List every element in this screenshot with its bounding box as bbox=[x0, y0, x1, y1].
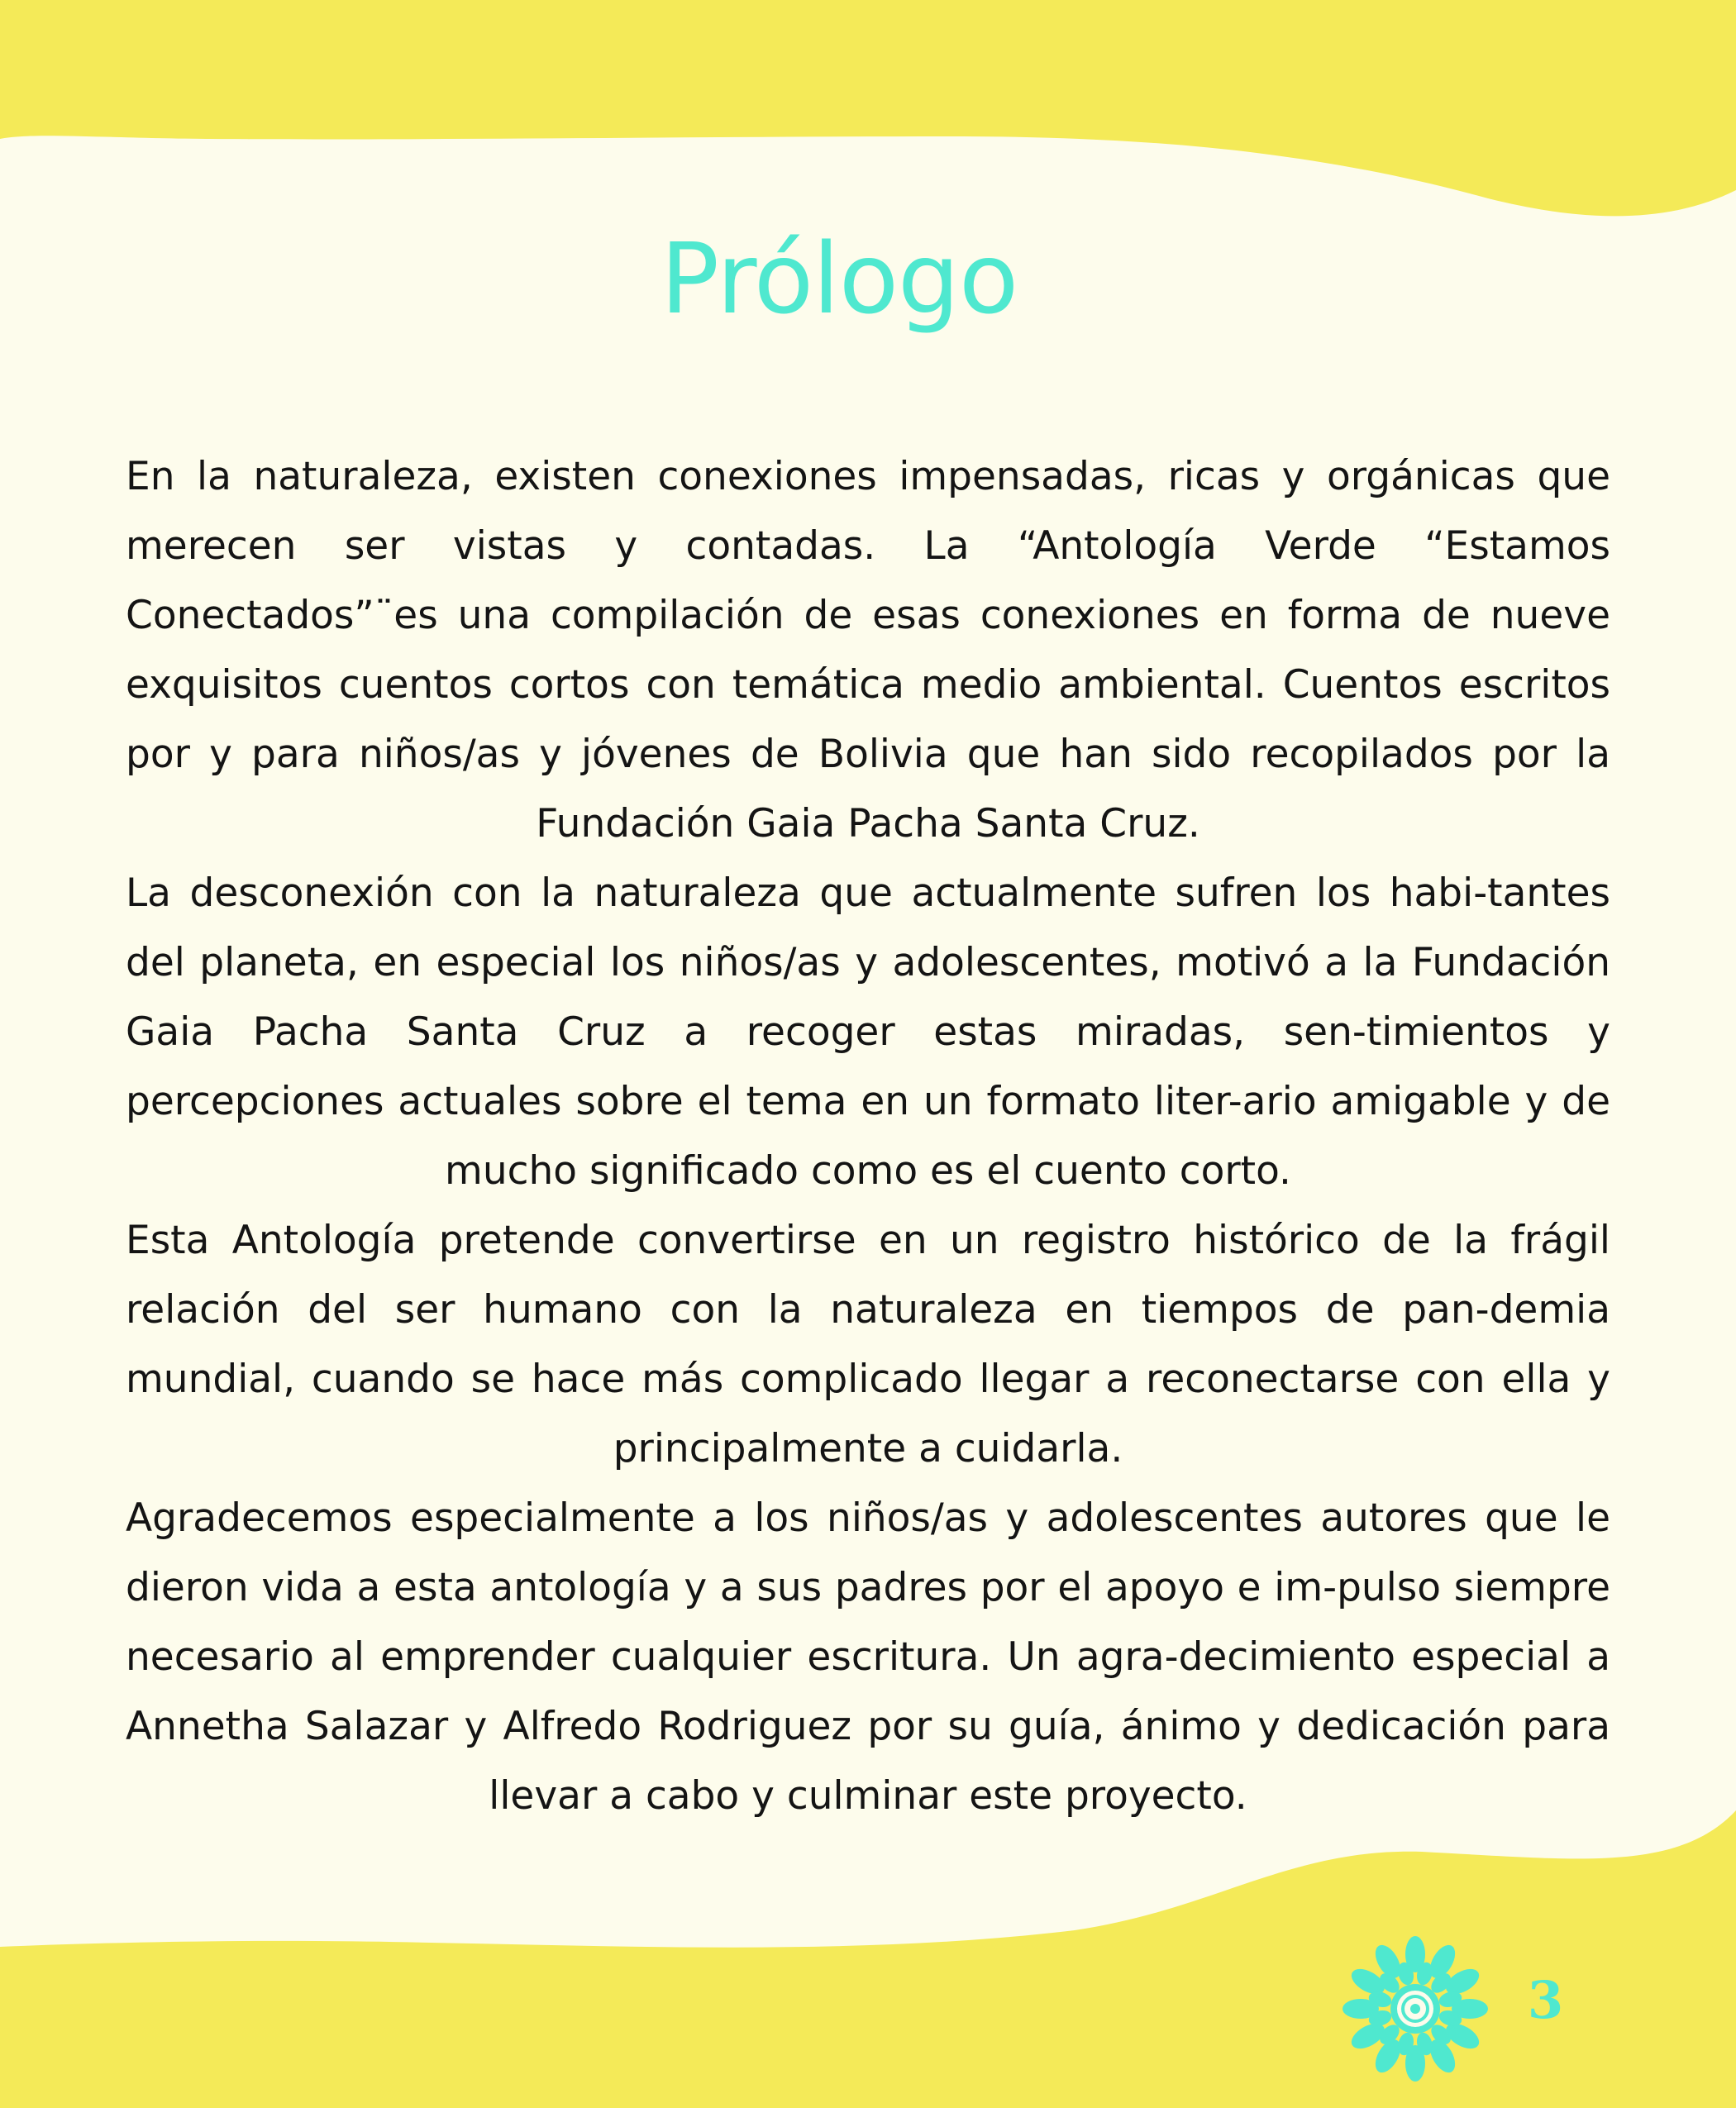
page-title: Prólogo bbox=[660, 222, 1018, 336]
prologue-body bbox=[126, 442, 1610, 1831]
paragraph: Esta Antología pretende convertirse en un registro histórico de la frágil relación del ser humano con la naturaleza en tiempos de pan-demia mundial, cuando se hace más complicado llegar a reconectarse con ella y principalmente a cuidarla. bbox=[126, 1218, 1610, 1471]
paragraph: En la naturaleza, existen conexiones impensadas, ricas y orgánicas que merecen ser vistas y contadas. La “Antología Verde “Estamos Conectados”¨es una compilación de esas conexiones en forma de nueve exquisitos cuentos cortos con temática medio ambiental. Cuentos escritos por y para niños/as y jóvenes de Bolivia que han sido recopilados por la Fundación Gaia Pacha Santa Cruz. bbox=[126, 454, 1610, 847]
page-number: 3 bbox=[1528, 1970, 1564, 2030]
paragraph: Agradecemos especialmente a los niños/as y adolescentes autores que le dieron vida a esta antología y a sus padres por el apoyo e im-pulso siempre necesario al emprender cualquier escritura. Un agra-decimiento especial a Annetha Salazar y Alfredo Rodriguez por su guía, ánimo y dedicación para llevar a cabo y culminar este proyecto. bbox=[126, 1495, 1610, 1819]
mandala-flower-icon bbox=[1341, 1934, 1490, 2083]
paragraph: La desconexión con la naturaleza que actualmente sufren los habi-tantes del planeta, en especial los niños/as y adolescentes, motivó a la Fundación Gaia Pacha Santa Cruz a recoger estas miradas, sen-timientos y percepciones actuales sobre el tema en un formato liter-ario amigable y de mucho significado como es el cuento corto. bbox=[126, 870, 1610, 1194]
